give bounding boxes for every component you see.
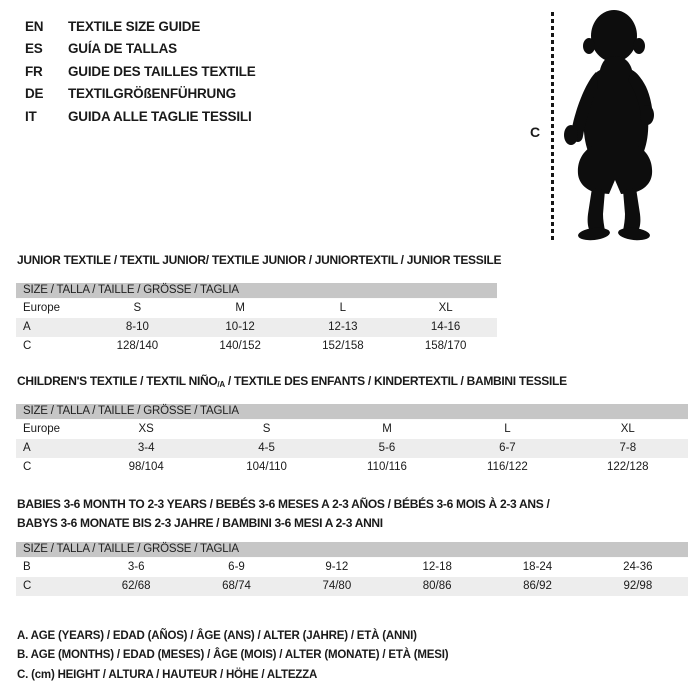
table-cell: 86/92: [523, 580, 552, 592]
babies-table-title: [17, 495, 549, 533]
table-cell: 116/122: [487, 461, 528, 473]
toddler-silhouette-icon: [562, 8, 662, 244]
language-row-es: [25, 38, 256, 60]
language-row-it: [25, 106, 256, 128]
table-cell: XL: [438, 302, 453, 314]
height-measure-label: C: [530, 124, 541, 140]
table-cell: 8-10: [125, 321, 149, 333]
row-label: A: [23, 321, 31, 333]
note-age-months: B. AGE (MONTHS) / EDAD (MESES) / ÂGE (MOIS) / ALTER (MONATE) / ETÀ (MESI): [17, 649, 449, 662]
row-label: Europe: [23, 423, 61, 435]
table-cell: 14-16: [430, 321, 461, 333]
table-cell: XL: [620, 423, 635, 435]
title-part: / TEXTILE DES ENFANTS / KINDERTEXTIL / BAMBINI TESSILE: [224, 374, 567, 388]
children-size-table: [16, 404, 688, 477]
table-cell: 24-36: [623, 561, 653, 573]
table-cell: 6-7: [499, 442, 516, 454]
table-row-height: [16, 337, 497, 356]
children-table-title: [17, 375, 567, 389]
table-cell: 158/170: [424, 340, 467, 352]
size-header: SIZE / TALLA / TAILLE / GRÖSSE / TAGLIA: [16, 404, 688, 420]
note-height-cm: C. (cm) HEIGHT / ALTURA / HAUTEUR / HÖHE / ALTEZZA: [17, 668, 318, 681]
table-cell: 80/86: [422, 580, 452, 592]
table-cell: 9-12: [325, 561, 349, 573]
table-cell: 140/152: [219, 340, 261, 352]
table-cell: 4-5: [258, 442, 275, 454]
row-label: C: [23, 461, 32, 473]
table-cell: 18-24: [522, 561, 553, 573]
language-label: GUÍA DE TALLAS: [68, 41, 177, 57]
language-code: EN: [25, 19, 44, 34]
title-subscript: /A: [217, 380, 225, 389]
legend-notes: [17, 627, 448, 685]
babies-size-table: [16, 542, 688, 596]
title-part: CHILDREN'S TEXTILE / TEXTIL NIÑO: [17, 374, 218, 388]
height-measure-dashed-line: [551, 12, 554, 241]
table-row-height: [16, 577, 688, 596]
table-cell: 12-13: [328, 321, 358, 333]
row-label: Europe: [23, 302, 61, 314]
table-row-europe: [16, 420, 688, 439]
table-cell: 110/116: [367, 461, 407, 473]
table-cell: 62/68: [121, 580, 151, 592]
table-cell: 74/80: [322, 580, 352, 592]
language-code: ES: [25, 41, 43, 57]
language-row-en: [25, 16, 256, 38]
table-row-age: [16, 439, 688, 458]
table-cell: 98/104: [128, 461, 164, 473]
table-cell: 68/74: [222, 580, 251, 592]
table-cell: M: [235, 302, 245, 314]
table-cell: XS: [138, 423, 154, 435]
babies-title-line1: BABIES 3-6 MONTH TO 2-3 YEARS / BEBÉS 3-6 MESES A 2-3 AÑOS / BÉBÉS 3-6 MOIS À 2-3 ANS /: [17, 497, 550, 511]
size-header: SIZE / TALLA / TAILLE / GRÖSSE / TAGLIA: [16, 542, 688, 558]
table-row-months: [16, 558, 688, 577]
table-cell: 128/140: [116, 340, 159, 352]
language-label: GUIDA ALLE TAGLIE TESSILI: [68, 108, 252, 124]
table-cell: 12-18: [422, 561, 452, 573]
row-label: C: [23, 340, 32, 352]
language-row-fr: [25, 61, 256, 83]
junior-size-table: [16, 283, 497, 356]
row-label: A: [23, 442, 31, 454]
table-row-europe: [16, 299, 497, 318]
language-label: GUIDE DES TAILLES TEXTILE: [68, 63, 256, 79]
table-cell: 5-6: [378, 442, 396, 454]
table-cell: 152/158: [322, 340, 364, 352]
table-cell: 6-9: [228, 561, 245, 573]
row-label: B: [23, 561, 31, 573]
table-cell: 3-6: [127, 561, 145, 573]
babies-title-line2: BABYS 3-6 MONATE BIS 2-3 JAHRE / BAMBINI 3-6 MESI A 2-3 ANNI: [17, 516, 383, 530]
language-label: TEXTILGRÖßENFÜHRUNG: [68, 86, 236, 102]
table-cell: M: [382, 423, 392, 435]
table-cell: 92/98: [623, 580, 653, 592]
table-row-age: [16, 318, 497, 337]
table-row-height: [16, 458, 688, 477]
language-code: FR: [25, 63, 43, 79]
language-legend: [25, 16, 256, 128]
table-cell: 7-8: [619, 442, 637, 454]
table-cell: L: [504, 423, 511, 435]
junior-table-title: JUNIOR TEXTILE / TEXTIL JUNIOR/ TEXTILE JUNIOR / JUNIORTEXTIL / JUNIOR TESSILE: [17, 253, 502, 267]
table-cell: 3-4: [137, 442, 155, 454]
table-cell: L: [339, 302, 347, 314]
language-code: DE: [25, 86, 44, 102]
note-age-years: A. AGE (YEARS) / EDAD (AÑOS) / ÂGE (ANS) / ALTER (JAHRE) / ETÀ (ANNI): [17, 630, 417, 642]
table-cell: 10-12: [225, 321, 255, 333]
table-cell: S: [133, 302, 142, 314]
table-cell: S: [262, 423, 271, 435]
language-row-de: [25, 83, 256, 105]
table-cell: 122/128: [607, 461, 649, 473]
language-code: IT: [25, 108, 37, 124]
table-cell: 104/110: [246, 461, 287, 473]
row-label: C: [23, 580, 32, 592]
size-header: SIZE / TALLA / TAILLE / GRÖSSE / TAGLIA: [16, 283, 497, 299]
language-label: TEXTILE SIZE GUIDE: [68, 19, 201, 34]
